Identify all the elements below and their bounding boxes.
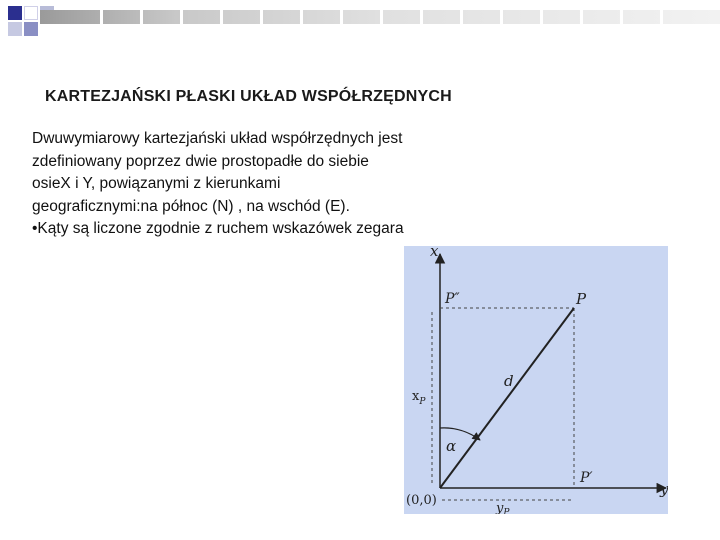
xp-label-main: x xyxy=(412,389,420,404)
point-label: P xyxy=(576,290,587,308)
coordinate-system-figure xyxy=(404,246,668,514)
decor-square xyxy=(8,6,22,20)
axis-x-label: x xyxy=(430,246,439,260)
xp-label-sub: P xyxy=(419,397,426,407)
paragraph-line: •Kąty są liczone zgodnie z ruchem wskazówek zegara xyxy=(32,220,404,237)
paragraph-line: zdefiniowany poprzez dwie prostopadłe do siebie xyxy=(32,152,369,170)
axis-y-label: y xyxy=(660,480,668,498)
yp-label xyxy=(495,501,510,514)
angle-label: α xyxy=(446,437,457,455)
coordinate-diagram xyxy=(404,246,668,514)
paragraph-line: Dwuwymiarowy kartezjański układ współrzędnych jest xyxy=(32,130,403,147)
distance-vector xyxy=(440,308,574,488)
paragraph-line: geograficznymi:na północ (N) , na wschód (E). xyxy=(32,197,350,215)
point-x-proj-label: P″ xyxy=(445,291,460,307)
xp-label xyxy=(412,389,426,407)
paragraph-line: osieX i Y, powiązanymi z kierunkami xyxy=(32,175,281,192)
yp-label-main: y xyxy=(496,501,504,514)
distance-label: d xyxy=(504,372,514,390)
origin-label: (0,0) xyxy=(406,493,437,508)
point-y-proj-label: P′ xyxy=(580,470,593,486)
decor-square xyxy=(24,22,38,36)
slide-paragraph xyxy=(32,128,492,241)
header-bar xyxy=(40,10,720,24)
decor-square xyxy=(8,22,22,36)
slide-title: KARTEZJAŃSKI PŁASKI UKŁAD WSPÓŁRZĘDNYCH xyxy=(45,88,452,105)
yp-label-sub: P xyxy=(503,508,510,514)
decor-square xyxy=(24,6,38,20)
